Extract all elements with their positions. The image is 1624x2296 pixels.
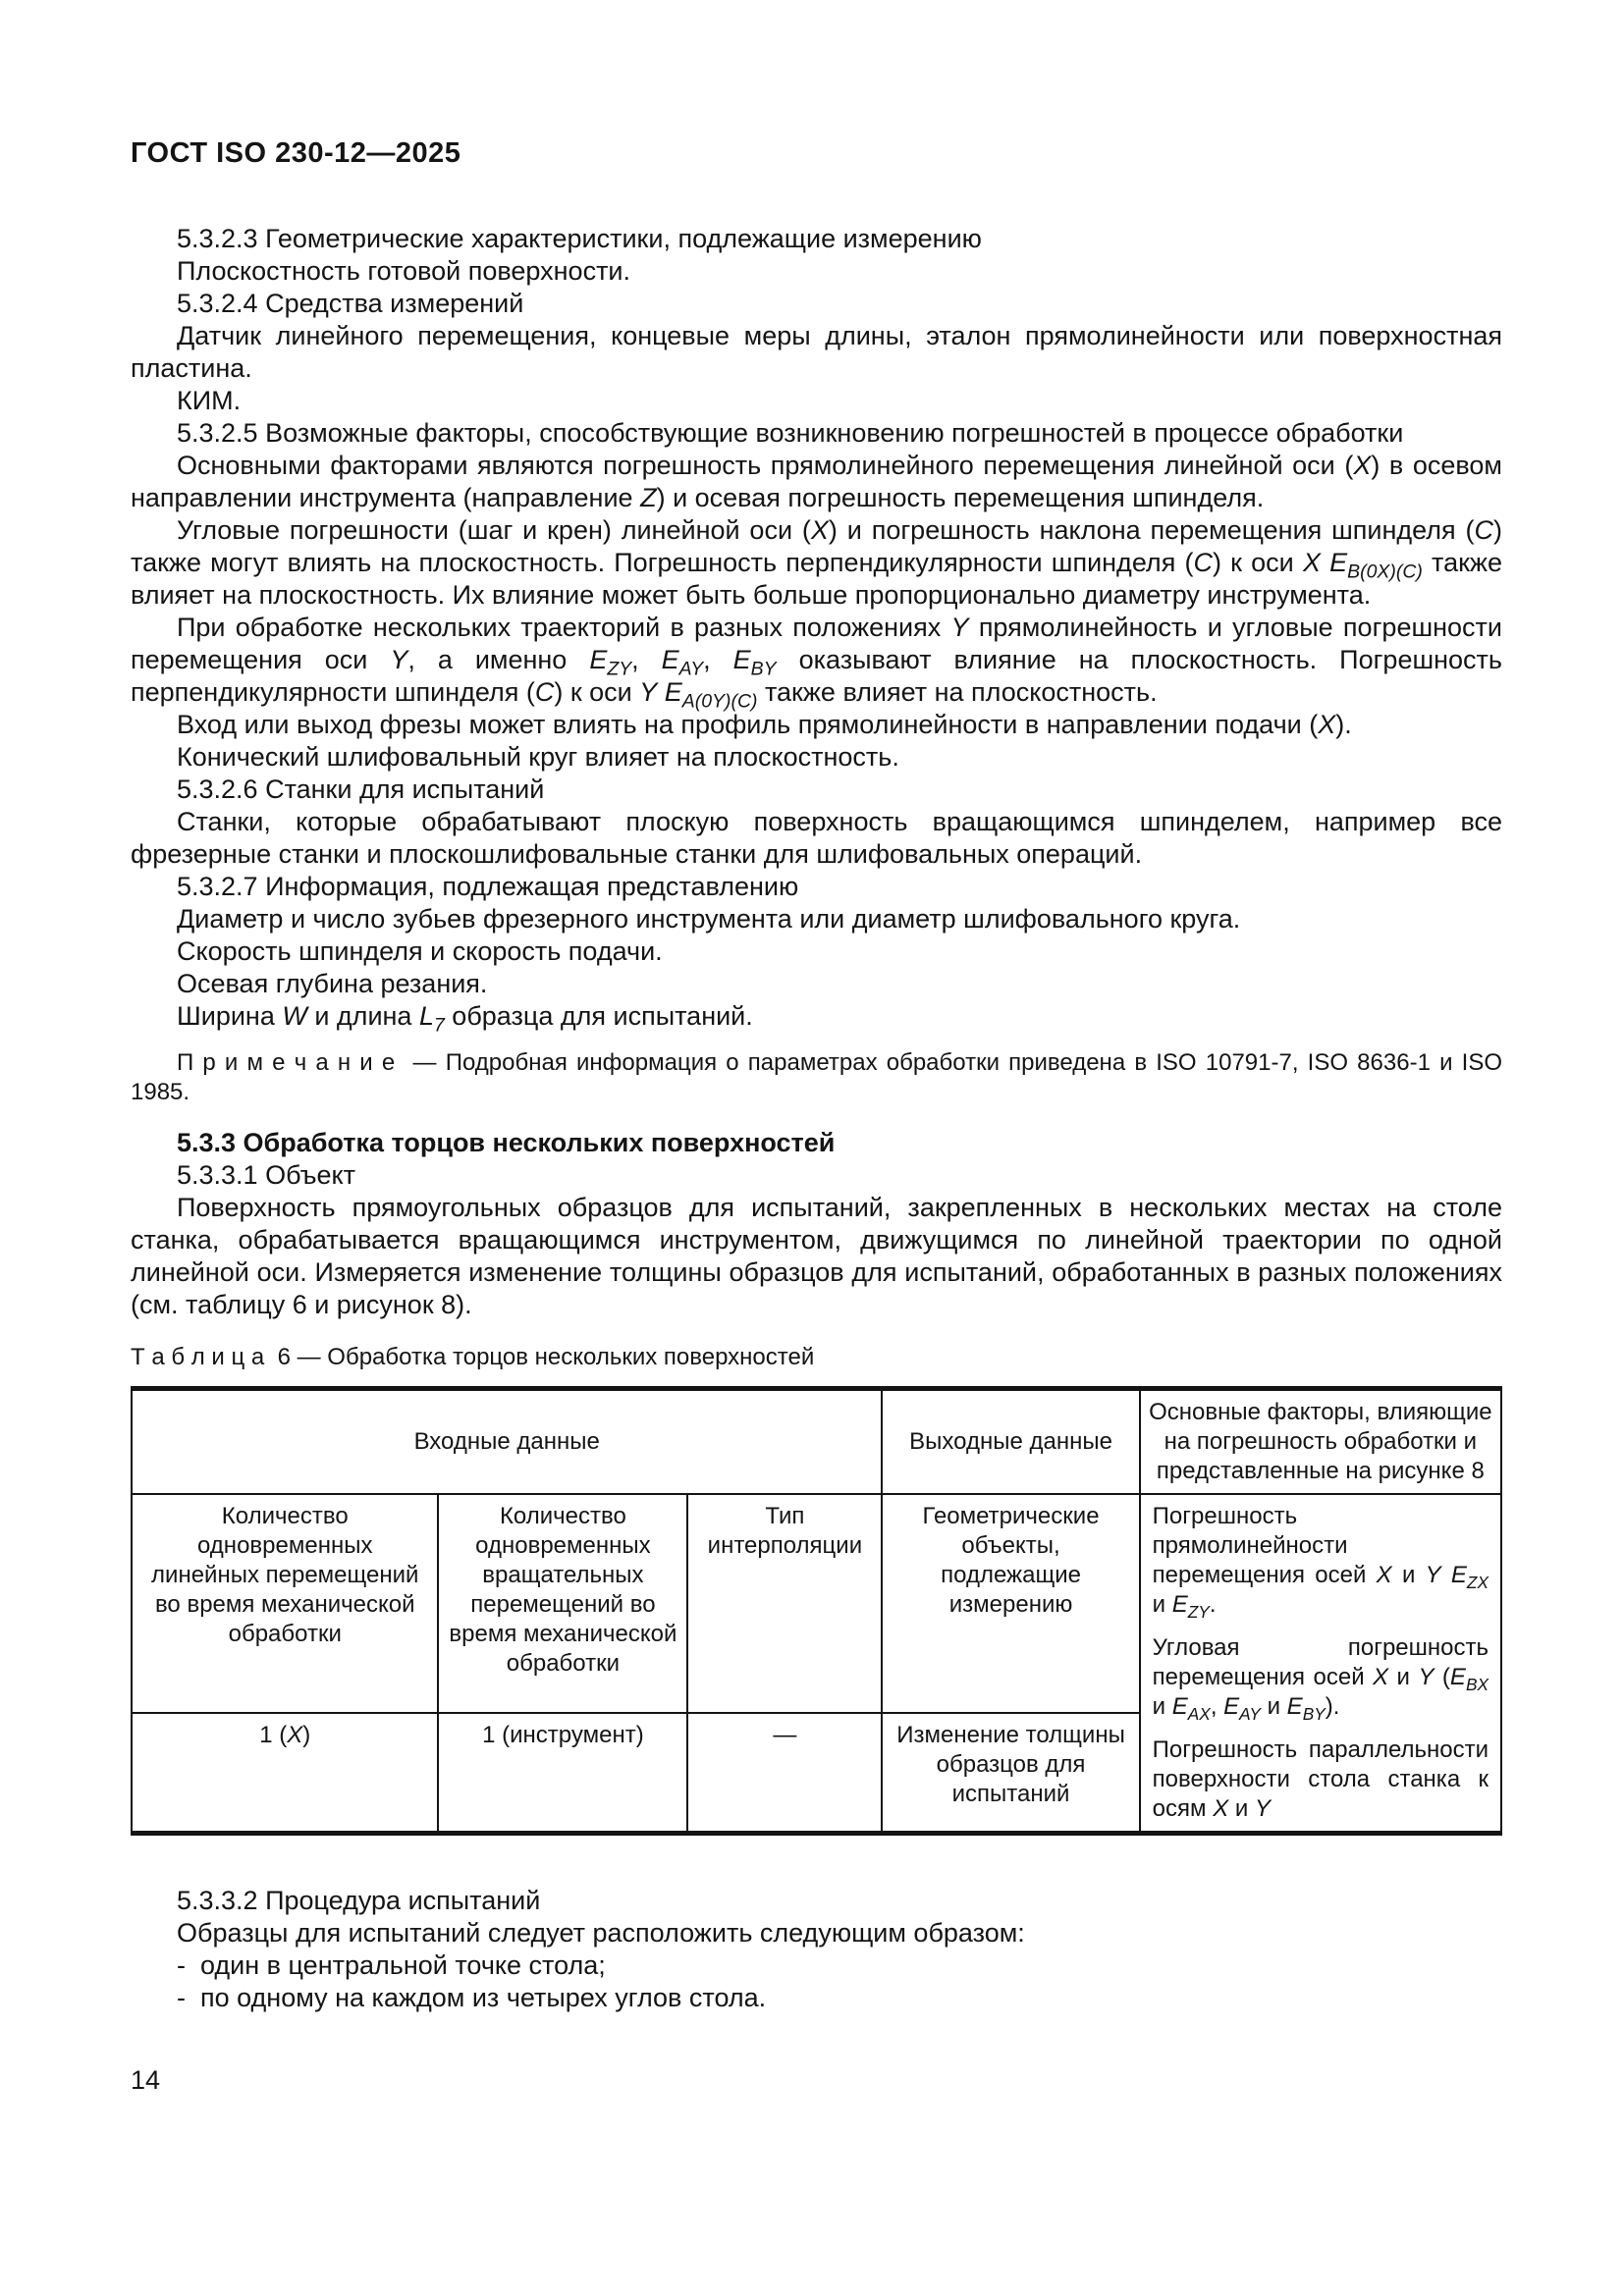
- paragraph: КИМ.: [177, 386, 242, 415]
- paragraph: Основными факторами являются погрешность прямолинейного перемещения линейной оси (X) в осевом направлении инструмента (направление Z) и осевая погрешность перемещения шпинделя.: [131, 451, 1502, 512]
- subheader-interpolation-type: Тип интерполяции: [687, 1494, 882, 1713]
- paragraph: Осевая глубина резания.: [177, 969, 488, 998]
- paragraph: При обработке нескольких траекторий в разных положениях Y прямолинейность и угловые погрешности перемещения оси Y, а именно $E_{ZY}$, $E_{AY}$, $E_{BY}$ оказывают влияние на плоскостность. Погрешность перпендикулярности шпинделя (C) к оси Y $E_{A(0Y)(C)}$ также влияет на плоскостность.: [131, 613, 1502, 713]
- subheader-linear-movements: Количество одновременных линейных перемещений во время механической обработки: [132, 1494, 438, 1713]
- subheader-measured-objects: Геометрические объекты, подлежащие измерению: [882, 1494, 1139, 1713]
- paragraph: Угловые погрешности (шаг и крен) линейной оси (X) и погрешность наклона перемещения шпинделя (C) также могут влиять на плоскостность. Погрешность перпендикулярности шпинделя (C) к оси X $E_{B(0X)(C)}$ также влияет на плоскостность. Их влияние может быть больше пропорционально диаметру инструмента.: [131, 515, 1503, 610]
- cell-interpolation-type: —: [687, 1713, 882, 1833]
- body-text-after-table: [131, 1885, 1502, 2014]
- note: П р и м е ч а н и е — Подробная информация о параметрах обработки приведена в ISO 10791-7, ISO 8636-1 и ISO 1985.: [131, 1049, 1502, 1105]
- cell-measured-objects: Изменение толщины образцов для испытаний: [882, 1713, 1139, 1833]
- cell-main-factors: [1140, 1494, 1501, 1834]
- table-subheader-row: [132, 1494, 1501, 1713]
- document-code-header: ГОСТ ISO 230-12—2025: [131, 137, 461, 169]
- factor-paragraph: Погрешность прямолинейности перемещения осей X и Y $E_{ZX}$ и $E_{ZY}$.: [1152, 1503, 1489, 1622]
- paragraph: Ширина W и длина $L_7$ образца для испытаний.: [177, 1001, 753, 1037]
- clause-5-3-2-7: 5.3.2.7 Информация, подлежащая представлению: [177, 872, 799, 901]
- paragraph: Поверхность прямоугольных образцов для испытаний, закрепленных в нескольких местах на столе станка, обрабатывается вращающимся инструментом, движущимся по линейной траектории по одной линейной оси. Измеряется изменение толщины образцов для испытаний, обработанных в разных положениях (см. таблицу 6 и рисунок 8).: [131, 1193, 1502, 1319]
- paragraph: Датчик линейного перемещения, концевые меры длины, эталон прямолинейности или поверхностная пластина.: [131, 321, 1502, 383]
- cell-rotary-movements: 1 (инструмент): [438, 1713, 687, 1833]
- header-output-data: Выходные данные: [882, 1389, 1139, 1495]
- paragraph: Диаметр и число зубьев фрезерного инструмента или диаметр шлифовального круга.: [177, 904, 1241, 934]
- factor-paragraph: Угловая погрешность перемещения осей X и Y ($E_{BX}$ и $E_{AX}$, $E_{AY}$ и $E_{BY}$).: [1152, 1634, 1489, 1724]
- list-item: - по одному на каждом из четырех углов стола.: [177, 1983, 767, 2012]
- paragraph: Скорость шпинделя и скорость подачи.: [177, 936, 663, 966]
- subheader-rotary-movements: Количество одновременных вращательных перемещений во время механической обработки: [438, 1494, 687, 1713]
- factor-paragraph: Погрешность параллельности поверхности стола станка к осям X и Y: [1152, 1736, 1489, 1822]
- clause-5-3-3-1: 5.3.3.1 Объект: [177, 1160, 356, 1190]
- table-header-row: [132, 1389, 1501, 1495]
- clause-5-3-2-4: 5.3.2.4 Средства измерений: [177, 289, 524, 318]
- list-item: - один в центральной точке стола;: [177, 1950, 606, 1980]
- table-caption: Т а б л и ц а 6 — Обработка торцов нескольких поверхностей: [131, 1344, 815, 1370]
- paragraph: Образцы для испытаний следует расположить следующим образом:: [177, 1918, 1025, 1948]
- paragraph: Станки, которые обрабатывают плоскую поверхность вращающимся шпинделем, например все фрезерные станки и плоскошлифовальные станки для шлифовальных операций.: [131, 807, 1502, 869]
- page-number: 14: [131, 2065, 161, 2095]
- header-main-factors: Основные факторы, влияющие на погрешность обработки и представленные на рисунке 8: [1140, 1389, 1501, 1495]
- cell-linear-movements: 1 (X): [132, 1713, 438, 1833]
- paragraph: Вход или выход фрезы может влиять на профиль прямолинейности в направлении подачи (X).: [177, 710, 1352, 739]
- clause-5-3-3-2: 5.3.3.2 Процедура испытаний: [177, 1886, 541, 1915]
- clause-5-3-2-5: 5.3.2.5 Возможные факторы, способствующие возникновению погрешностей в процессе обработки: [177, 418, 1404, 448]
- table-6: [131, 1386, 1502, 1836]
- clause-5-3-2-3: 5.3.2.3 Геометрические характеристики, подлежащие измерению: [177, 224, 982, 253]
- header-input-data: Входные данные: [132, 1389, 882, 1495]
- clause-5-3-3-heading: 5.3.3 Обработка торцов нескольких поверхностей: [177, 1128, 836, 1157]
- body-text-before-table: [131, 223, 1502, 1321]
- paragraph: Конический шлифовальный круг влияет на плоскостность.: [177, 742, 899, 772]
- clause-5-3-2-6: 5.3.2.6 Станки для испытаний: [177, 774, 545, 804]
- paragraph: Плоскостность готовой поверхности.: [177, 256, 631, 286]
